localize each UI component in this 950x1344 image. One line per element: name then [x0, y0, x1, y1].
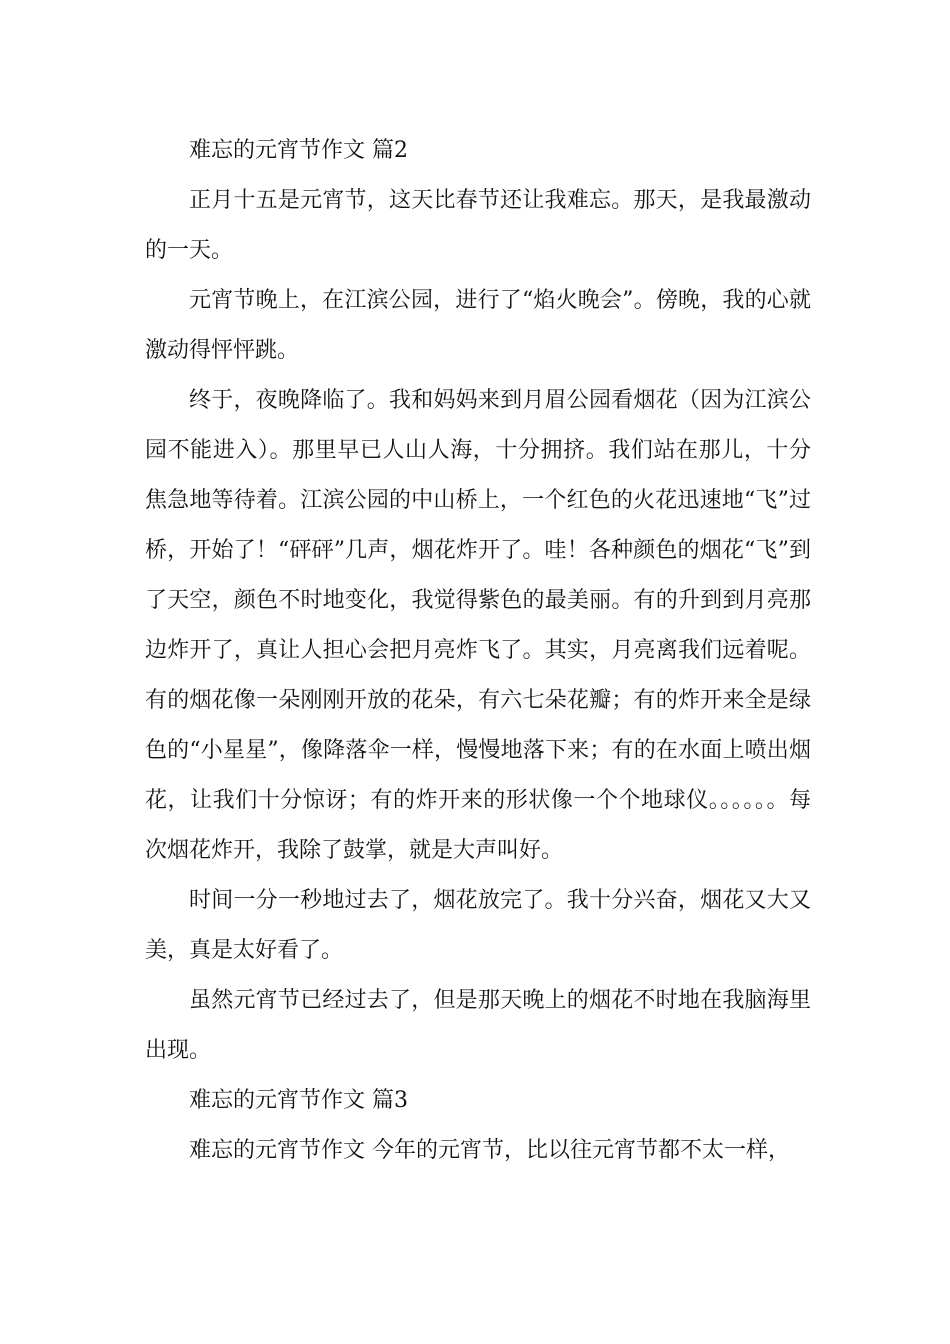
- paragraph: 终于，夜晚降临了。我和妈妈来到月眉公园看烟花（因为江滨公园不能进入）。那里早已人山人海，十分拥挤。我们站在那儿，十分焦急地等待着。江滨公园的中山桥上，一个红色的火花迅速地“飞”过桥，开始了！“砰砰”几声，烟花炸开了。哇！各种颜色的烟花“飞”到了天空，颜色不时地变化，我觉得紫色的最美丽。有的升到到月亮那边炸开了，真让人担心会把月亮炸飞了。其实，月亮离我们远着呢。有的烟花像一朵刚刚开放的花朵，有六七朵花瓣；有的炸开来全是绿色的“小星星”，像降落伞一样，慢慢地落下来；有的在水面上喷出烟花，让我们十分惊讶；有的炸开来的形状像一个个地球仪。。。。。。每次烟花炸开，我除了鼓掌，就是大声叫好。: [145, 388, 811, 863]
- paragraph: 正月十五是元宵节，这天比春节还让我难忘。那天，是我最激动的一天。: [145, 188, 811, 263]
- paragraph: 时间一分一秒地过去了，烟花放完了。我十分兴奋，烟花又大又美，真是太好看了。: [145, 888, 811, 963]
- paragraph: 虽然元宵节已经过去了，但是那天晚上的烟花不时地在我脑海里出现。: [145, 988, 811, 1063]
- paragraph: 元宵节晚上，在江滨公园，进行了“焰火晚会”。傍晚，我的心就激动得怦怦跳。: [145, 288, 811, 363]
- document-body: [145, 126, 811, 1176]
- paragraph: 难忘的元宵节作文 今年的元宵节，比以往元宵节都不太一样，: [189, 1138, 790, 1163]
- section-heading-3: 难忘的元宵节作文 篇3: [189, 1088, 408, 1113]
- section-heading-2: 难忘的元宵节作文 篇2: [189, 138, 408, 163]
